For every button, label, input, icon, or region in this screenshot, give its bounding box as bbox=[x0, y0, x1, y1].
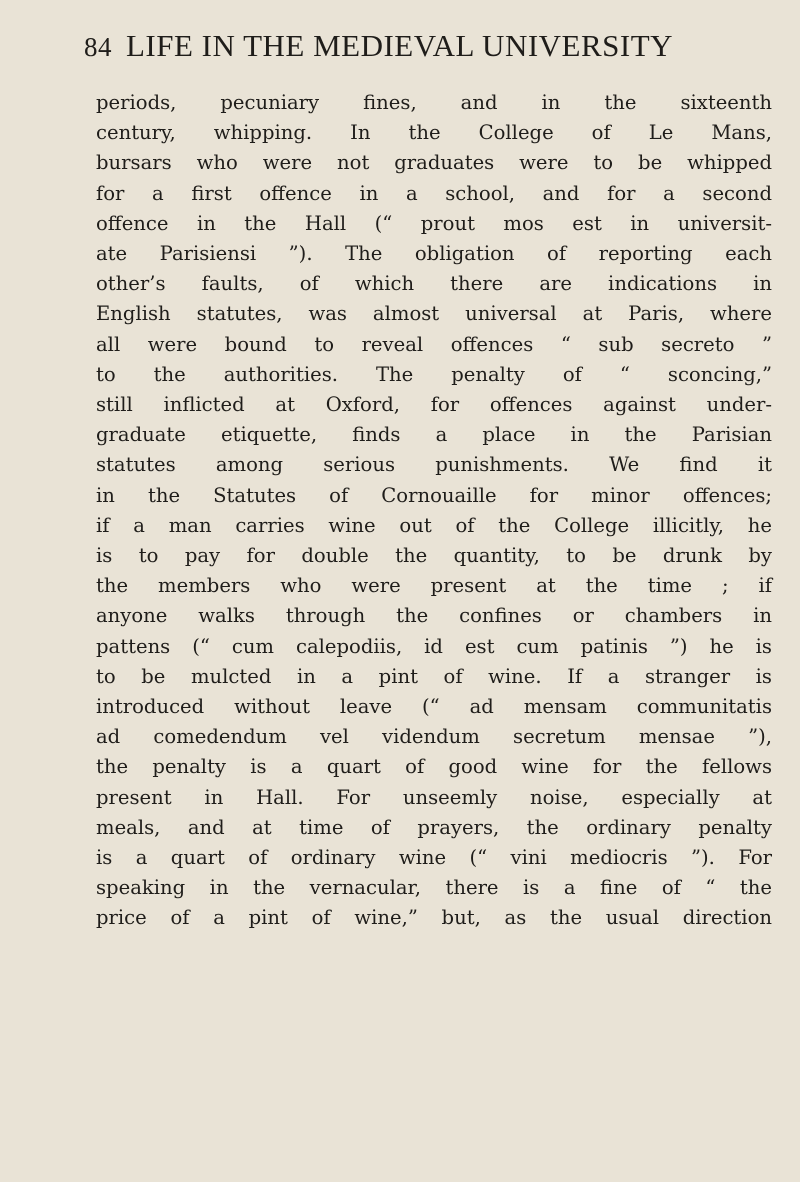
text-line: century, whipping. In the College of Le Mans, bbox=[96, 121, 772, 145]
text-line: introduced without leave (“ ad mensam communitatis bbox=[96, 695, 772, 719]
text-line: price of a pint of wine,” but, as the usual direction bbox=[96, 906, 772, 930]
text-line: still inflicted at Oxford, for offences against under- bbox=[96, 393, 772, 417]
text-line: statutes among serious punishments. We find it bbox=[96, 453, 772, 477]
text-line: in the Statutes of Cornouaille for minor offences; bbox=[96, 483, 772, 507]
text-line: is a quart of ordinary wine (“ vini mediocris ”). For bbox=[96, 846, 772, 870]
text-line: anyone walks through the confines or chambers in bbox=[96, 604, 772, 628]
text-line: the penalty is a quart of good wine for the fellows bbox=[96, 755, 772, 779]
text-line: periods, pecuniary fines, and in the sixteenth bbox=[96, 91, 772, 114]
body-text bbox=[96, 88, 772, 934]
text-line: ad comedendum vel videndum secretum mensae ”), bbox=[96, 725, 772, 749]
text-line: bursars who were not graduates were to be whipped bbox=[96, 151, 772, 175]
text-line: other’s faults, of which there are indications in bbox=[96, 272, 772, 296]
text-line: meals, and at time of prayers, the ordinary penalty bbox=[96, 815, 772, 839]
text-line: offence in the Hall (“ prout mos est in universit- bbox=[96, 211, 772, 235]
text-line: graduate etiquette, finds a place in the Parisian bbox=[96, 423, 772, 447]
text-line: all were bound to reveal offences “ sub secreto ” bbox=[96, 332, 772, 356]
text-line: present in Hall. For unseemly noise, especially at bbox=[96, 785, 772, 809]
running-head bbox=[84, 30, 772, 78]
text-line: English statutes, was almost universal at Paris, where bbox=[96, 302, 772, 326]
text-line: is to pay for double the quantity, to be drunk by bbox=[96, 544, 772, 568]
text-line: for a first offence in a school, and for a second bbox=[96, 181, 772, 205]
text-line: to the authorities. The penalty of “ sconcing,” bbox=[96, 362, 772, 386]
text-line: the members who were present at the time ; if bbox=[96, 574, 772, 598]
text-line: speaking in the vernacular, there is a fine of “ the bbox=[96, 876, 772, 900]
text-line: pattens (“ cum calepodiis, id est cum patinis ”) he is bbox=[96, 634, 772, 658]
text-line: if a man carries wine out of the College illicitly, he bbox=[96, 513, 772, 537]
running-title: LIFE IN THE MEDIEVAL UNIVERSITY bbox=[126, 28, 674, 63]
text-line: to be mulcted in a pint of wine. If a stranger is bbox=[96, 664, 772, 688]
page-number: 84 bbox=[84, 32, 112, 62]
text-line: ate Parisiensi ”). The obligation of reporting each bbox=[96, 242, 772, 266]
